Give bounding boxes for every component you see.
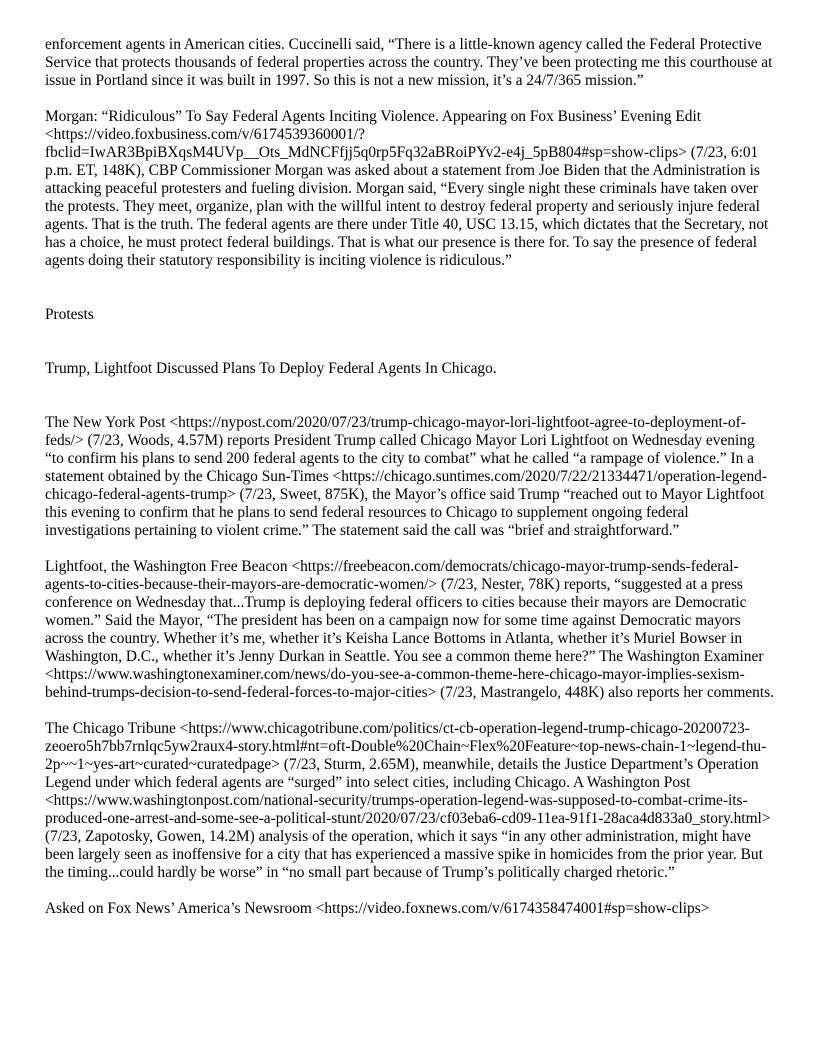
paragraph-chicago-tribune: The Chicago Tribune <https://www.chicagotribune.com/politics/ct-cb-operation-legend-trump-chicago-20200723-zeoero5h7bb7rnlqc5yw2raux4-story.html#nt=oft-Double%20Chain~Flex%20Feature~top-news-chain-1~legend-thu-2p~~1~yes-art~curated~curatedpage> (7/23, Sturm, 2.65M), meanwhile, details the Justice Department’s Operation Legend under which federal agents are “surged” into select cities, including Chicago. A Washington Post <https://www.washingtonpost.com/national-security/trumps-operation-legend-was-supposed-to-combat-crime-its-produced-one-arrest-and-some-see-a-political-stunt/2020/07/23/cf03eba6-cd09-11ea-91f1-28aca4d833a0_story.html> (7/23, Zapotosky, Gowen, 14.2M) analysis of the operation, which it says “in any other administration, might have been largely seen as inoffensive for a city that has experienced a massive spike in homicides from the prior year. But the timing...could hardly be worse” in “no small part because of Trump’s politically charged rhetoric.” bbox=[45, 720, 771, 881]
paragraph-cuccinelli-quote: enforcement agents in American cities. Cuccinelli said, “There is a little-known agency called the Federal Protective Service that protects thousands of federal properties across the country. They’ve been protecting me this courthouse at issue in Portland since it was built in 1997. So this is not a new mission, it’s a 24/7/365 mission.” bbox=[45, 36, 773, 89]
document-page bbox=[45, 36, 776, 918]
paragraph-fox-news-newsroom: Asked on Fox News’ America’s Newsroom <https://video.foxnews.com/v/6174358474001#sp=show-clips> bbox=[45, 900, 710, 917]
paragraph-morgan-ridiculous: Morgan: “Ridiculous” To Say Federal Agents Inciting Violence. Appearing on Fox Business’ Evening Edit <https://video.foxbusiness.com/v/6174539360001/?fbclid=IwAR3BpiBXqsM4UVp__Ots_MdNCFfjj5q0rp5Fq32aBRoiPYv2-e4j_5pB804#sp=show-clips> (7/23, 6:01 p.m. ET, 148K), CBP Commissioner Morgan was asked about a statement from Joe Biden that the Administration is attacking peaceful protesters and fueling division. Morgan said, “Every single night these criminals have taken over the protests. They meet, organize, plan with the willful intent to destroy federal property and seriously injure federal agents. That is the truth. The federal agents are there under Title 40, USC 13.15, which dictates that the Secretary, not has a choice, he must protect federal buildings. That is what our presence is there for. To say the presence of federal agents doing their statutory responsibility is inciting violence is ridiculous.” bbox=[45, 108, 769, 269]
paragraph-new-york-post: The New York Post <https://nypost.com/2020/07/23/trump-chicago-mayor-lori-lightfoot-agree-to-deployment-of-feds/> (7/23, Woods, 4.57M) reports President Trump called Chicago Mayor Lori Lightfoot on Wednesday evening “to confirm his plans to send 200 federal agents to the city to combat” what he called “a rampage of violence.” In a statement obtained by the Chicago Sun-Times <https://chicago.suntimes.com/2020/7/22/21334471/operation-legend-chicago-federal-agents-trump> (7/23, Sweet, 875K), the Mayor’s office said Trump “reached out to Mayor Lightfoot this evening to confirm that he plans to send federal resources to Chicago to supplement ongoing federal investigations pertaining to violent crime.” The statement said the call was “brief and straightforward.” bbox=[45, 414, 767, 539]
paragraph-lightfoot-free-beacon: Lightfoot, the Washington Free Beacon <https://freebeacon.com/democrats/chicago-mayor-trump-sends-federal-agents-to-cities-because-their-mayors-are-democratic-women/> (7/23, Nester, 78K) reports, “suggested at a press conference on Wednesday that...Trump is deploying federal officers to cities because their mayors are Democratic women.” Said the Mayor, “The president has been on a campaign now for some time against Democratic mayors across the country. Whether it’s me, whether it’s Keisha Lance Bottoms in Atlanta, whether it’s Muriel Bowser in Washington, D.C., whether it’s Jenny Durkan in Seattle. You see a common theme here?” The Washington Examiner <https://www.washingtonexaminer.com/news/do-you-see-a-common-theme-here-chicago-mayor-implies-sexism-behind-trumps-decision-to-send-federal-forces-to-major-cities> (7/23, Mastrangelo, 448K) also reports her comments. bbox=[45, 558, 774, 701]
section-heading-protests: Protests bbox=[45, 306, 94, 323]
headline-trump-lightfoot: Trump, Lightfoot Discussed Plans To Deploy Federal Agents In Chicago. bbox=[45, 360, 497, 377]
